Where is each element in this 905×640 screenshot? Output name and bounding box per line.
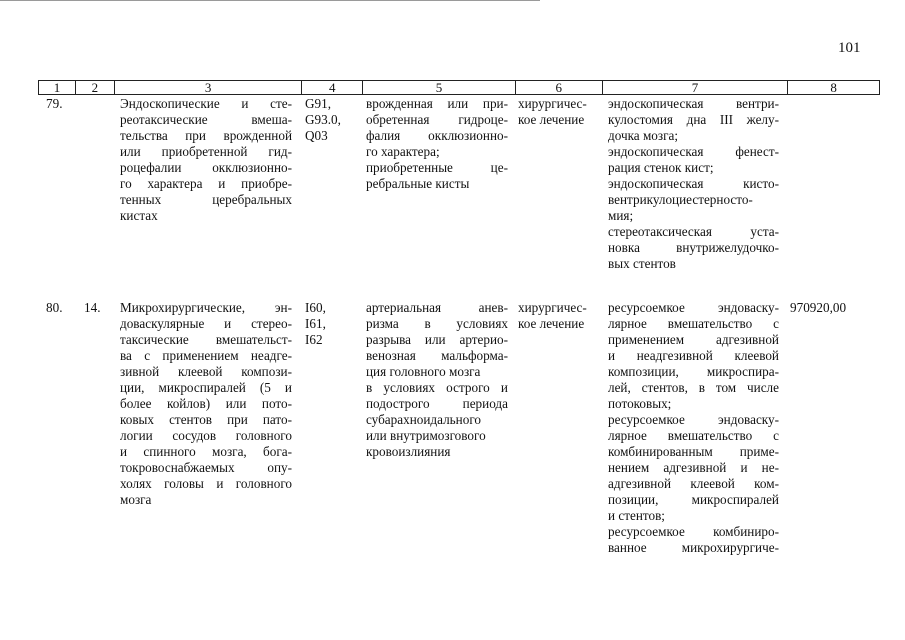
row-80-methods: ресурсоемкое эндоваску- лярное вмешательство с применением адгезивной и неадгезивной клеевой композиции, микроспира- лей, стентов, в том числе потоковых; ресурсоемкое эндоваску- лярное вмешательство с комбинированным приме- нением адгезивной и не- адгезивной клеевой ком- позиции, микроспиралей и стентов; ресурсоемкое комбиниро- ванное микрохирургиче- — [608, 300, 779, 555]
row-79-diagnosis: врожденная или при- обретенная гидроце- фалия окклюзионно- го характера; приобретенные це- ребральные кисты — [366, 96, 508, 191]
header-col-1: 1 — [39, 81, 76, 94]
header-col-6: 6 — [516, 81, 603, 94]
row-80-description: Микрохирургические, эн- доваскулярные и стерео- таксические вмешательст- ва с применением неадге- зивной клеевой компози- ции, микроспиралей (5 и более койлов) или пото- ковых стентов при пато- логии сосудов головного и спинного мозга, бога- токровоснабжаемых опу- холях головы и головного мозга — [120, 300, 292, 507]
row-79-codes: G91, G93.0, Q03 — [305, 96, 341, 143]
header-col-5: 5 — [363, 81, 516, 94]
row-79-treatment-type: хирургичес- кое лечение — [518, 96, 587, 127]
row-79-description: Эндоскопические и сте- реотаксические вмеша- тельства при врожденной или приобретенной гид- роцефалии окклюзионно- го характера и приобре- тенных церебральных кистах — [120, 96, 292, 223]
page-number: 101 — [838, 40, 861, 56]
row-80-codes: I60, I61, I62 — [305, 300, 326, 347]
header-col-4: 4 — [302, 81, 363, 94]
row-80-cost: 970920,00 — [790, 300, 847, 315]
row-80-number: 80. — [46, 300, 63, 315]
row-79-number: 79. — [46, 96, 63, 111]
header-col-8: 8 — [830, 80, 837, 95]
table-header-row — [38, 80, 880, 95]
top-rule — [0, 0, 540, 1]
header-col-3: 3 — [115, 81, 303, 94]
row-80-diagnosis: артериальная анев- ризма в условиях разрыва или артерио- венозная мальформа- ция головного мозга в условиях острого и подострого периода субарахноидального или внутримозгового кровоизлияния — [366, 300, 508, 459]
row-80-treatment-type: хирургичес- кое лечение — [518, 300, 587, 331]
header-col-7: 7 — [603, 81, 789, 94]
row-80-group-number: 14. — [84, 300, 101, 315]
row-79-methods: эндоскопическая вентри- кулостомия дна III желу- дочка мозга; эндоскопическая фенест- рация стенок кист; эндоскопическая кисто- вентрикулоциестерносто- мия; стереотаксическая уста- новка внутрижелудочко- вых стентов — [608, 96, 779, 271]
header-col-2: 2 — [76, 81, 115, 94]
